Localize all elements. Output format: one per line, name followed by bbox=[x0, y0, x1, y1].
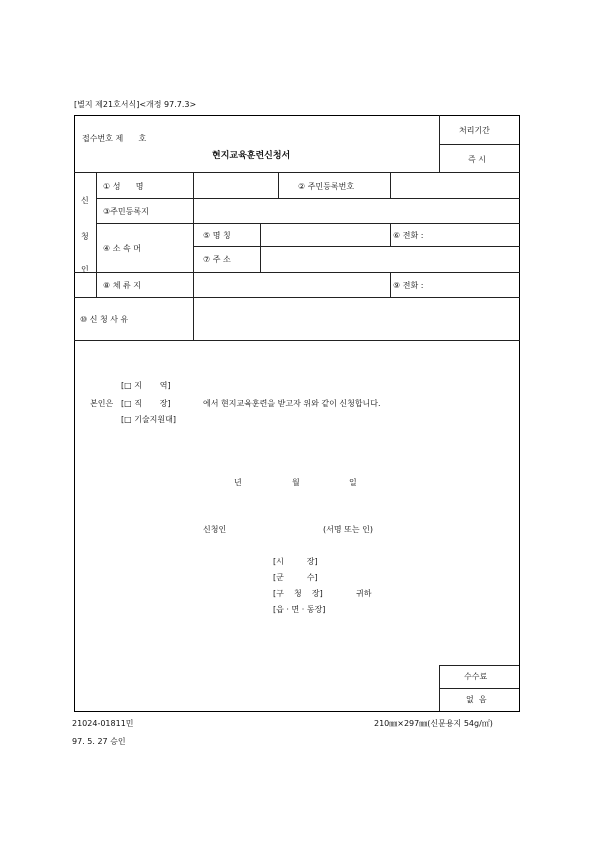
name-input[interactable] bbox=[195, 174, 277, 197]
approval-date: 97. 5. 27 승인 bbox=[72, 737, 126, 746]
stay-place-label: ⑧ 체 류 지 bbox=[103, 281, 141, 290]
affiliation-label: ④ 소 속 머 bbox=[103, 244, 141, 253]
stay-phone-label: ⑨ 전화 : bbox=[393, 281, 424, 290]
date-year: 년 bbox=[234, 478, 242, 487]
signature-note: (서명 또는 인) bbox=[323, 525, 373, 534]
recipient-mayor: [시 장] bbox=[273, 557, 318, 566]
fee-value: 없 음 bbox=[466, 695, 487, 704]
statement-prefix: 본인은 bbox=[90, 399, 114, 408]
org-address-input[interactable] bbox=[262, 248, 518, 271]
applicant-side-label-3: 인 bbox=[81, 265, 89, 274]
name-label: ① 성 명 bbox=[103, 182, 144, 191]
processing-period-value: 즉 시 bbox=[468, 155, 486, 164]
recipient-county: [군 수] bbox=[273, 573, 318, 582]
org-name-input[interactable] bbox=[262, 225, 389, 245]
paper-spec: 210㎜×297㎜(신문용지 54g/㎡) bbox=[374, 719, 493, 728]
form-header: [별지 제21호서식]<개정 97.7.3> bbox=[74, 100, 197, 109]
option-workplace[interactable]: [□ 직 장] bbox=[121, 399, 171, 408]
page-title: 현지교육훈련신청서 bbox=[212, 151, 291, 161]
org-address-label: ⑦ 주 소 bbox=[203, 255, 231, 264]
statement-sentence: 에서 현지교육훈련을 받고자 위와 같이 신청합니다. bbox=[203, 399, 381, 408]
applicant-side-label-2: 청 bbox=[81, 232, 89, 241]
option-region[interactable]: [□ 지 역] bbox=[121, 381, 171, 390]
form-code: 21024-01811민 bbox=[72, 719, 134, 728]
recipient-town: [읍 · 면 · 동장] bbox=[273, 605, 326, 614]
reason-label: ⑩ 신 청 사 유 bbox=[80, 315, 129, 324]
resident-number-input[interactable] bbox=[392, 174, 518, 197]
signer-label: 신청인 bbox=[203, 525, 227, 534]
option-tech-support[interactable]: [□ 기술지원대] bbox=[121, 415, 176, 424]
receipt-number-label: 접수번호 제 호 bbox=[82, 134, 147, 143]
resident-number-label: ② 주민등록번호 bbox=[298, 182, 355, 191]
date-month: 월 bbox=[292, 478, 300, 487]
applicant-side-label-1: 신 bbox=[81, 196, 89, 205]
registered-address-input[interactable] bbox=[195, 200, 518, 222]
reason-input[interactable] bbox=[195, 299, 518, 339]
stay-place-input[interactable] bbox=[195, 274, 389, 296]
fee-label: 수수료 bbox=[464, 672, 488, 681]
date-day: 일 bbox=[349, 478, 357, 487]
processing-period-label: 처리기간 bbox=[459, 126, 490, 135]
org-phone-label: ⑥ 전화 : bbox=[393, 231, 424, 240]
org-name-label: ⑤ 명 칭 bbox=[203, 231, 231, 240]
recipient-district: [구 청 장] bbox=[273, 589, 323, 598]
recipient-suffix: 귀하 bbox=[356, 589, 372, 598]
registered-address-label: ③주민등록지 bbox=[103, 207, 149, 216]
